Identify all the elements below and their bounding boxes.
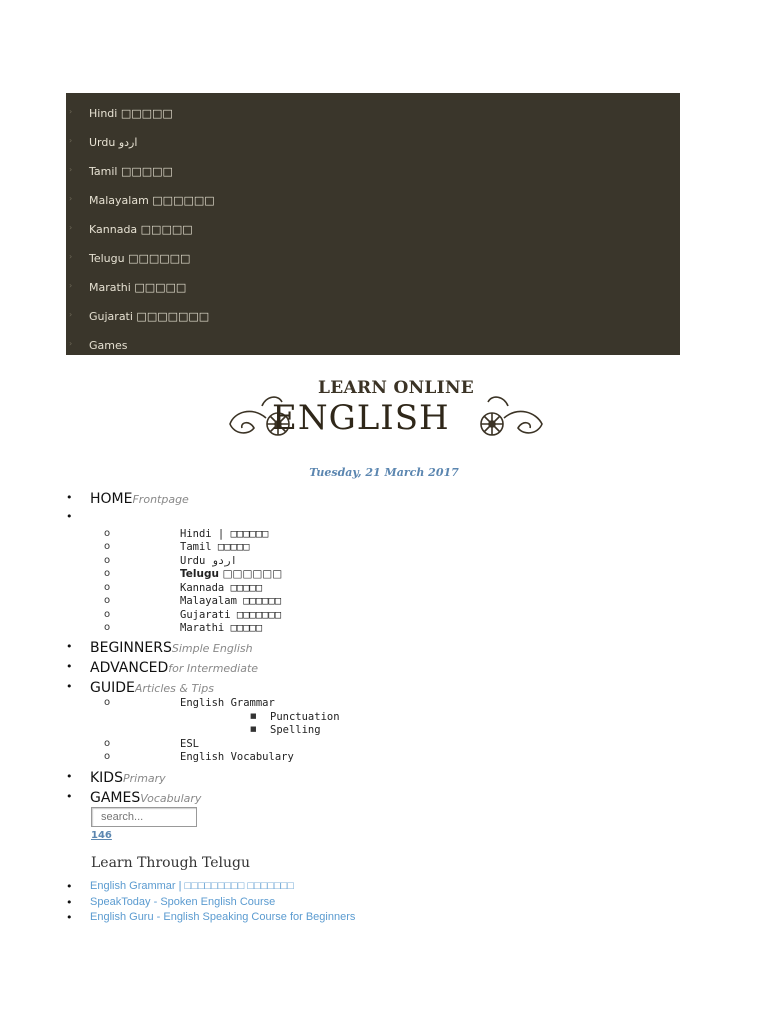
menu-bullet-icon: › (69, 223, 73, 232)
nav-label: GUIDE (90, 680, 135, 696)
link-speaktoday[interactable]: SpeakToday - Spoken English Course (90, 896, 276, 908)
nav-label: HOME (90, 491, 133, 507)
bullet-icon: • (66, 680, 73, 693)
circle-bullet-icon: o (104, 528, 111, 539)
circle-bullet-icon: o (104, 751, 111, 762)
nav-label: GAMES (90, 790, 141, 806)
nav-sublabel: for Intermediate (168, 662, 259, 675)
bullet-icon: • (66, 896, 73, 909)
nav-sublabel: Punctuation (270, 711, 340, 723)
menu-bullet-icon: › (69, 165, 73, 174)
current-date: Tuesday, 21 March 2017 (309, 466, 459, 479)
nav-sublabel: Articles & Tips (134, 682, 214, 695)
nav-sublabel: Malayalam □□□□□□ (180, 595, 282, 607)
section-title: Learn Through Telugu (91, 855, 251, 871)
circle-bullet-icon: o (104, 738, 111, 749)
menu-bullet-icon: › (69, 194, 73, 203)
bullet-icon: • (66, 770, 73, 783)
nav-sublabel: English Vocabulary (180, 751, 294, 763)
menu-label: Kannada □□□□□ (89, 223, 193, 236)
bullet-icon: • (66, 911, 73, 924)
bullet-icon: • (66, 640, 73, 653)
site-logo[interactable] (222, 376, 552, 442)
circle-bullet-icon: o (104, 582, 111, 593)
nav-sublabel: English Grammar (180, 697, 275, 709)
nav-sublabel: Tamil □□□□□ (180, 541, 250, 553)
nav-sublabel: Marathi □□□□□ (180, 622, 263, 634)
menu-bullet-icon: › (69, 281, 73, 290)
menu-label: Gujarati □□□□□□□ (89, 310, 210, 323)
circle-bullet-icon: o (104, 555, 111, 566)
nav-sublabel: Urdu اردو (180, 555, 237, 567)
bullet-icon: • (66, 491, 73, 504)
menu-label: Urdu اردو (89, 136, 138, 149)
circle-bullet-icon: o (104, 541, 111, 552)
logo-line1: LEARN ONLINE (318, 378, 475, 398)
circle-bullet-icon: o (104, 622, 111, 633)
logo-line2: ENGLISH (272, 398, 450, 438)
nav-item-home[interactable] (0, 488, 400, 508)
circle-bullet-icon: o (104, 595, 111, 606)
nav-sublabel: Telugu □□□□□□ (180, 568, 283, 580)
menu-label: Malayalam □□□□□□ (89, 194, 215, 207)
circle-bullet-icon: o (104, 609, 111, 620)
circle-bullet-icon: o (104, 568, 111, 579)
menu-bullet-icon: › (69, 252, 73, 261)
bullet-icon: • (66, 790, 73, 803)
nav-label: KIDS (90, 770, 123, 786)
menu-label: Tamil □□□□□ (89, 165, 173, 178)
menu-label: Marathi □□□□□ (89, 281, 187, 294)
nav-label: ADVANCED (90, 660, 169, 676)
nav-sublabel: Gujarati □□□□□□□ (180, 609, 282, 621)
nav-sublabel: Simple English (171, 642, 253, 655)
nav-sublabel: Frontpage (132, 493, 189, 506)
menu-label: Hindi □□□□□ (89, 107, 173, 120)
menu-label: Telugu □□□□□□ (89, 252, 191, 265)
menu-bullet-icon: › (69, 107, 73, 116)
search-input[interactable] (91, 807, 197, 827)
nav-sublabel: Primary (122, 772, 166, 785)
link-english-guru[interactable]: English Guru - English Speaking Course for Beginners (90, 911, 356, 923)
visitor-count[interactable]: 146 (91, 830, 112, 841)
nav-sublabel: ESL (180, 738, 199, 750)
bullet-icon: • (66, 510, 73, 523)
nav-sublabel: Spelling (270, 724, 321, 736)
circle-bullet-icon: o (104, 697, 111, 708)
menu-bullet-icon: › (69, 310, 73, 319)
link-english-grammar[interactable]: English Grammar | □□□□□□□□□ □□□□□□□ (90, 880, 294, 892)
menu-bullet-icon: › (69, 136, 73, 145)
nav-sublabel: Hindi | □□□□□□ (180, 528, 269, 540)
square-bullet-icon: ■ (250, 712, 257, 720)
bullet-icon: • (66, 880, 73, 893)
square-bullet-icon: ■ (250, 725, 257, 733)
nav-label: BEGINNERS (90, 640, 172, 656)
menu-label: Games (89, 339, 128, 352)
menu-bullet-icon: › (69, 339, 73, 348)
nav-sublabel: Kannada □□□□□ (180, 582, 263, 594)
nav-sublabel: Vocabulary (140, 792, 202, 805)
bullet-icon: • (66, 660, 73, 673)
